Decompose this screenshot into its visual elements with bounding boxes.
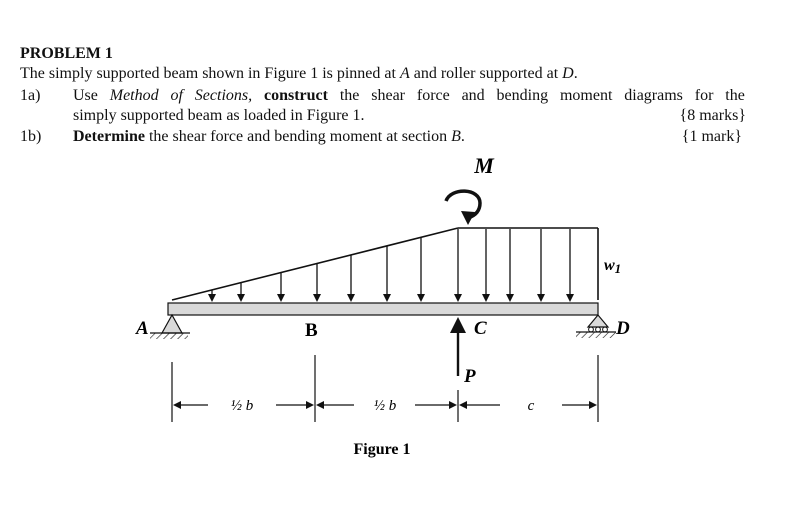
- part-1b-bold: Determine: [73, 128, 145, 145]
- figure-caption: Figure 1: [353, 441, 411, 458]
- word: Use: [73, 87, 98, 104]
- dimension-ab-label: ½ b: [230, 398, 254, 414]
- part-1a-number: 1a): [20, 87, 41, 104]
- intro-text-2: and roller supported at: [409, 65, 563, 82]
- moment-arrow-icon: [446, 191, 480, 225]
- word: bending: [496, 87, 549, 104]
- problem-title: PROBLEM 1: [20, 45, 113, 62]
- intro-text-3: .: [573, 65, 578, 82]
- roller-support-icon: [576, 315, 616, 338]
- word: construct: [263, 87, 328, 104]
- part-1b-number: 1b): [20, 128, 42, 145]
- part-1b-period: .: [460, 128, 465, 145]
- point-d-label: D: [616, 318, 630, 339]
- part-1b-point-b: B: [451, 128, 461, 145]
- point-c-label: C: [474, 318, 487, 339]
- moment-label: M: [474, 153, 494, 178]
- point-a-label: A: [136, 318, 149, 339]
- word: moment: [559, 87, 613, 104]
- word: force: [416, 87, 450, 104]
- word: Method: [109, 87, 159, 104]
- part-1b-marks: {1 mark}: [681, 128, 742, 145]
- pin-support-icon: [150, 315, 190, 339]
- beam: [168, 303, 598, 315]
- part-1a-line-2: simply supported beam as loaded in Figure 1.: [73, 107, 365, 124]
- part-1b-text: the shear force and bending moment at section: [144, 128, 452, 145]
- point-b-label: B: [305, 320, 318, 341]
- intro-text-1: The simply supported beam shown in Figure 1 is pinned at: [20, 65, 400, 82]
- word: diagrams: [624, 87, 683, 104]
- word: Sections,: [194, 87, 253, 104]
- dimension-bc-label: ½ b: [373, 398, 397, 414]
- dimension-cd-label: c: [527, 398, 535, 414]
- intro-point-d: D: [562, 65, 574, 82]
- word: the: [725, 87, 745, 104]
- word: for: [694, 87, 714, 104]
- word: of: [170, 87, 183, 104]
- word: shear: [371, 87, 405, 104]
- load-arrows: [212, 229, 570, 300]
- part-1a-marks: {8 marks}: [679, 107, 746, 124]
- word: the: [339, 87, 360, 104]
- force-label: P: [464, 366, 476, 387]
- load-label: w1: [604, 257, 622, 276]
- distributed-load: [172, 228, 598, 300]
- intro-point-a: A: [399, 65, 410, 82]
- word: and: [461, 87, 485, 104]
